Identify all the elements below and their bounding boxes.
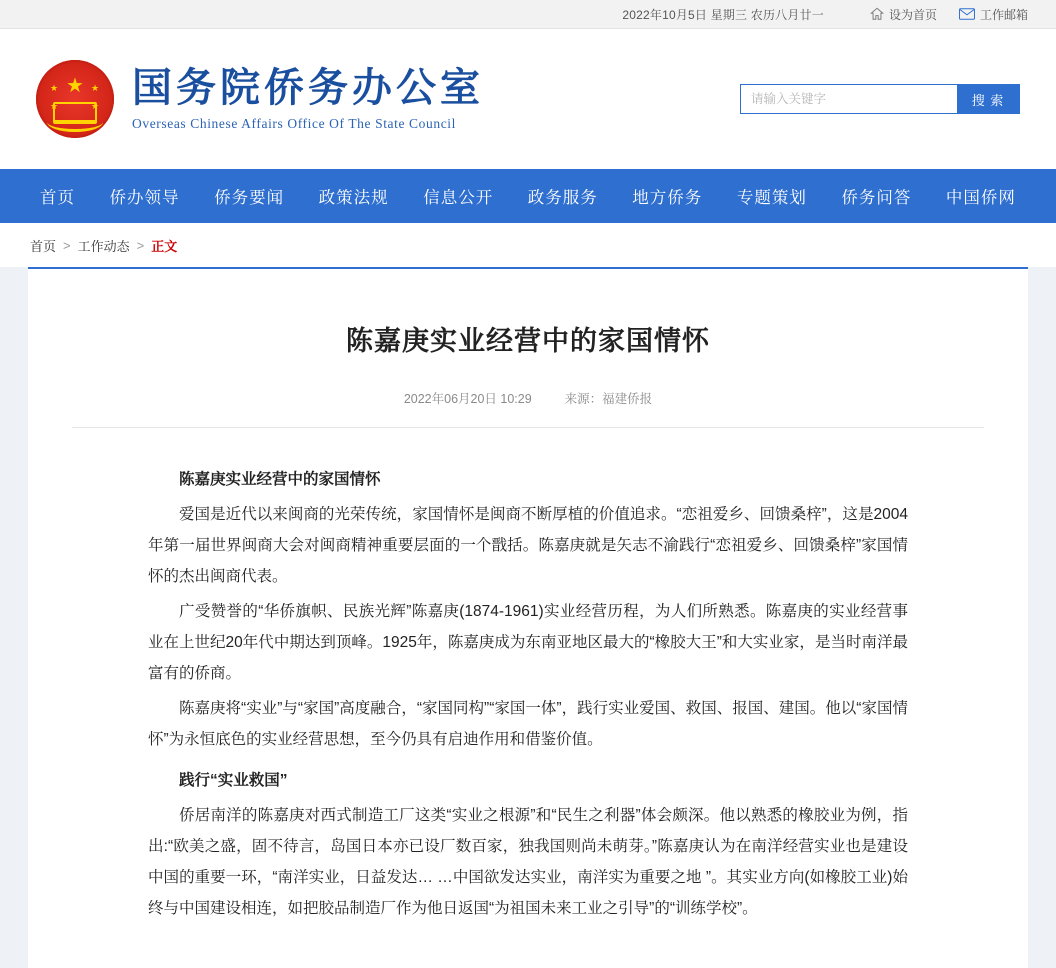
work-mail-label: 工作邮箱 xyxy=(979,7,1028,22)
article-paragraph: 侨居南洋的陈嘉庚对西式制造工厂这类“实业之根源”和“民生之利器”体会颇深。他以熟悉的橡胶业为例，指出:“欧美之盛，固不待言，岛国日本亦已设厂数百家，独我国则尚未萌芽。”陈嘉庚认为在南洋经营实业也是建设中国的重要一环，“南洋实业，日益发达… …中国欲发达实业，南洋实为重要之地 ”。其实业方向(如橡胶工业)始终与中国建设相连，如把胶品制造厂作为他日返国“为祖国未来工业之引导”的“训练学校”。 xyxy=(148,806,908,917)
nav-item-policy[interactable]: 政策法规 xyxy=(318,189,389,207)
mail-icon xyxy=(959,8,975,20)
article-body xyxy=(28,428,1028,968)
nav-item-chinaqw[interactable]: 中国侨网 xyxy=(945,189,1016,207)
breadcrumb-item-workdynamics[interactable]: 工作动态 xyxy=(77,238,130,254)
nav-item-home[interactable]: 首页 xyxy=(40,189,75,207)
set-homepage-label: 设为首页 xyxy=(888,7,937,22)
main-navigation xyxy=(0,169,1056,223)
top-utility-bar xyxy=(0,0,1056,29)
article-paragraph: 广受赞誉的“华侨旗帜、民族光辉”陈嘉庚(1874-1961)实业经营历程，为人们所熟悉。陈嘉庚的实业经营事业在上世纪20年代中期达到顶峰。1925年，陈嘉庚成为东南亚地区最大的“橡胶大王”和大实业家，是当时南洋最富有的侨商。 xyxy=(148,602,908,682)
search-input[interactable] xyxy=(741,85,957,113)
article-meta xyxy=(28,389,1028,427)
nav-item-special[interactable]: 专题策划 xyxy=(736,189,807,207)
home-icon xyxy=(870,7,884,21)
site-search[interactable] xyxy=(740,84,1020,114)
nav-item-disclosure[interactable]: 信息公开 xyxy=(423,189,494,207)
breadcrumb-separator: > xyxy=(63,237,71,253)
site-title-cn: 国务院侨务办公室 xyxy=(132,64,484,110)
national-emblem-icon: ★ ★ ★ ★ ★ xyxy=(36,60,114,138)
article-panel xyxy=(28,267,1028,968)
current-date-text: 2022年10月5日 星期三 农历八月廿一 xyxy=(622,7,824,22)
site-brand[interactable] xyxy=(36,60,484,138)
breadcrumb-current: 正文 xyxy=(151,238,178,254)
breadcrumb xyxy=(28,223,1028,267)
set-homepage-button[interactable] xyxy=(870,6,937,23)
breadcrumb-item-home[interactable]: 首页 xyxy=(30,238,57,254)
nav-item-leadership[interactable]: 侨办领导 xyxy=(109,189,180,207)
nav-item-news[interactable]: 侨务要闻 xyxy=(214,189,285,207)
work-mail-button[interactable] xyxy=(959,6,1028,23)
nav-item-services[interactable]: 政务服务 xyxy=(527,189,598,207)
page-title: 陈嘉庚实业经营中的家国情怀 xyxy=(346,326,710,357)
search-button[interactable]: 搜 索 xyxy=(957,85,1019,113)
breadcrumb-separator: > xyxy=(136,237,145,253)
article-paragraph: 爱国是近代以来闽商的光荣传统，家国情怀是闽商不断厚植的价值追求。“恋祖爱乡、回馈桑梓”，这是2004年第一届世界闽商大会对闽商精神重要层面的一个戬括。陈嘉庚就是矢志不渝践行“恋祖爱乡、回馈桑梓”家国情怀的杰出闽商代表。 xyxy=(148,505,908,585)
article-subheading: 陈嘉庚实业经营中的家国情怀 xyxy=(179,470,381,488)
site-title-en: Overseas Chinese Affairs Office Of The State Council xyxy=(132,116,457,132)
nav-item-qa[interactable]: 侨务问答 xyxy=(841,189,912,207)
article-source: 来源：福建侨报 xyxy=(564,391,653,406)
article-subheading: 践行“实业救国” xyxy=(179,771,288,789)
article-paragraph: 陈嘉庚将“实业”与“家国”高度融合，“家国同构”“家国一体”，践行实业爱国、救国、报国、建国。他以“家国情怀”为永恒底色的实业经营思想，至今仍具有启迪作用和借鉴价值。 xyxy=(148,699,908,748)
site-header xyxy=(0,29,1056,169)
nav-item-local[interactable]: 地方侨务 xyxy=(632,189,703,207)
article-date: 2022年06月20日 10:29 xyxy=(403,391,532,406)
